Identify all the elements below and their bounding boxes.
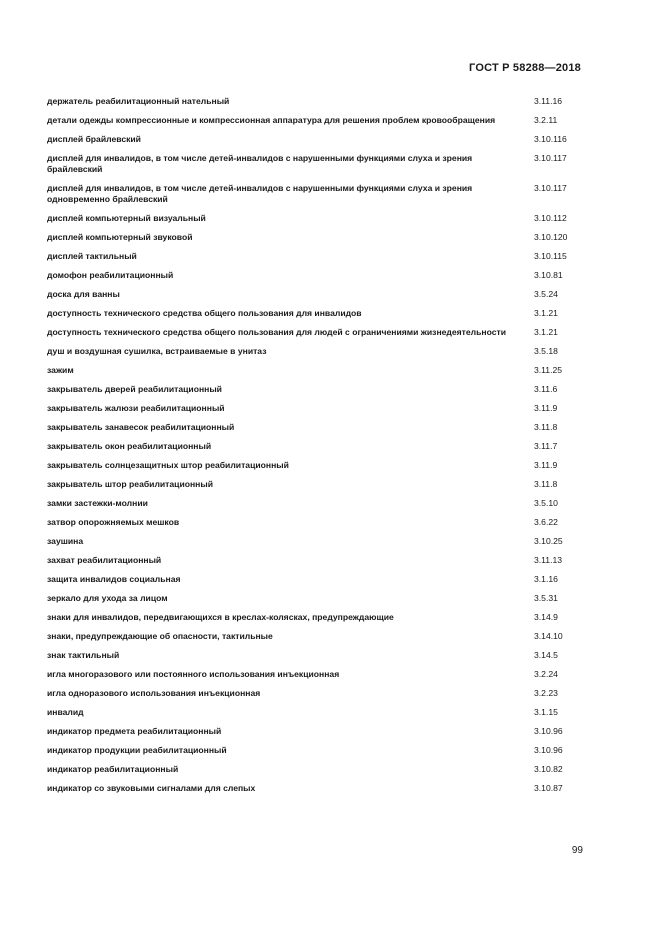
- index-term: захват реабилитационный: [47, 555, 162, 565]
- index-entry: [47, 593, 587, 604]
- index-reference: 3.10.96: [534, 726, 563, 736]
- index-entry: [47, 631, 587, 642]
- index-reference: 3.10.117: [534, 153, 567, 163]
- index-reference: 3.10.25: [534, 536, 563, 546]
- index-reference: 3.10.82: [534, 764, 563, 774]
- index-entry: [47, 153, 587, 175]
- index-list: [47, 96, 587, 802]
- index-reference: 3.10.87: [534, 783, 563, 793]
- index-entry: [47, 574, 587, 585]
- index-reference: 3.11.7: [534, 441, 558, 451]
- index-term: дисплей тактильный: [47, 251, 137, 261]
- index-entry: [47, 384, 587, 395]
- index-reference: 3.11.25: [534, 365, 563, 375]
- index-entry: [47, 783, 587, 794]
- index-reference: 3.5.31: [534, 593, 558, 603]
- index-entry: [47, 213, 587, 224]
- index-term: знак тактильный: [47, 650, 120, 660]
- index-reference: 3.5.18: [534, 346, 558, 356]
- index-entry: [47, 764, 587, 775]
- index-entry: [47, 289, 587, 300]
- index-entry: [47, 308, 587, 319]
- index-entry: [47, 517, 587, 528]
- index-reference: 3.5.10: [534, 498, 558, 508]
- index-reference: 3.11.8: [534, 479, 558, 489]
- index-entry: [47, 498, 587, 509]
- index-term: игла многоразового или постоянного использования инъекционная: [47, 669, 340, 679]
- index-term: дисплей для инвалидов, в том числе детей-инвалидов с нарушенными функциями слуха и зрения одновременно брайлевский: [47, 183, 473, 204]
- index-reference: 3.1.21: [534, 308, 558, 318]
- index-entry: [47, 669, 587, 680]
- index-term: доска для ванны: [47, 289, 120, 299]
- index-reference: 3.10.115: [534, 251, 567, 261]
- index-term: закрыватель дверей реабилитационный: [47, 384, 222, 394]
- index-entry: [47, 650, 587, 661]
- index-reference: 3.2.24: [534, 669, 558, 679]
- index-term: закрыватель солнцезащитных штор реабилитационный: [47, 460, 289, 470]
- index-entry: [47, 479, 587, 490]
- index-entry: [47, 115, 587, 126]
- index-reference: 3.10.116: [534, 134, 567, 144]
- index-entry: [47, 134, 587, 145]
- index-term: дисплей компьютерный визуальный: [47, 213, 206, 223]
- index-entry: [47, 460, 587, 471]
- page-number: 99: [571, 845, 583, 856]
- index-term: инвалид: [47, 707, 84, 717]
- index-entry: [47, 96, 587, 107]
- index-reference: 3.14.9: [534, 612, 558, 622]
- index-reference: 3.14.10: [534, 631, 563, 641]
- index-term: дисплей для инвалидов, в том числе детей-инвалидов с нарушенными функциями слуха и зрения брайлевский: [47, 153, 473, 174]
- index-entry: [47, 422, 587, 433]
- index-term: доступность технического средства общего пользования для инвалидов: [47, 308, 362, 318]
- index-reference: 3.14.5: [534, 650, 558, 660]
- index-term: защита инвалидов социальная: [47, 574, 181, 584]
- index-term: индикатор продукции реабилитационный: [47, 745, 227, 755]
- index-entry: [47, 403, 587, 414]
- index-reference: 3.2.11: [534, 115, 558, 125]
- index-term: закрыватель жалюзи реабилитационный: [47, 403, 225, 413]
- index-entry: [47, 612, 587, 623]
- index-reference: 3.10.120: [534, 232, 568, 242]
- index-term: игла одноразового использования инъекционная: [47, 688, 261, 698]
- index-reference: 3.2.23: [534, 688, 558, 698]
- index-reference: 3.11.9: [534, 403, 558, 413]
- index-entry: [47, 251, 587, 262]
- index-term: дисплей брайлевский: [47, 134, 141, 144]
- index-reference: 3.11.13: [534, 555, 563, 565]
- index-entry: [47, 536, 587, 547]
- index-term: индикатор реабилитационный: [47, 764, 179, 774]
- index-reference: 3.1.16: [534, 574, 558, 584]
- index-reference: 3.11.16: [534, 96, 563, 106]
- index-entry: [47, 346, 587, 357]
- document-header: ГОСТ Р 58288—2018: [469, 62, 581, 74]
- index-entry: [47, 270, 587, 281]
- index-term: детали одежды компрессионные и компрессионная аппаратура для решения проблем кровообращения: [47, 115, 496, 125]
- index-term: дисплей компьютерный звуковой: [47, 232, 193, 242]
- index-term: знаки, предупреждающие об опасности, тактильные: [47, 631, 273, 641]
- index-term: зажим: [47, 365, 74, 375]
- index-entry: [47, 707, 587, 718]
- index-term: индикатор предмета реабилитационный: [47, 726, 222, 736]
- index-entry: [47, 365, 587, 376]
- index-entry: [47, 232, 587, 243]
- index-entry: [47, 726, 587, 737]
- index-term: заушина: [47, 536, 84, 546]
- index-entry: [47, 441, 587, 452]
- index-entry: [47, 688, 587, 699]
- index-term: замки застежки-молнии: [47, 498, 148, 508]
- index-reference: 3.11.9: [534, 460, 558, 470]
- index-term: индикатор со звуковыми сигналами для слепых: [47, 783, 256, 793]
- index-reference: 3.1.21: [534, 327, 558, 337]
- index-reference: 3.10.96: [534, 745, 563, 755]
- index-entry: [47, 183, 587, 205]
- index-term: закрыватель штор реабилитационный: [47, 479, 213, 489]
- index-entry: [47, 555, 587, 566]
- index-term: зеркало для ухода за лицом: [47, 593, 168, 603]
- index-term: душ и воздушная сушилка, встраиваемые в унитаз: [47, 346, 267, 356]
- index-term: знаки для инвалидов, передвигающихся в креслах-колясках, предупреждающие: [47, 612, 394, 622]
- index-reference: 3.11.6: [534, 384, 558, 394]
- index-term: закрыватель занавесок реабилитационный: [47, 422, 235, 432]
- index-reference: 3.10.81: [534, 270, 563, 280]
- index-term: домофон реабилитационный: [47, 270, 174, 280]
- index-term: доступность технического средства общего пользования для людей с ограничениями жизнедеятельности: [47, 327, 507, 337]
- index-reference: 3.6.22: [534, 517, 558, 527]
- index-entry: [47, 745, 587, 756]
- index-term: затвор опорожняемых мешков: [47, 517, 180, 527]
- index-term: держатель реабилитационный нательный: [47, 96, 230, 106]
- index-term: закрыватель окон реабилитационный: [47, 441, 212, 451]
- index-reference: 3.10.112: [534, 213, 567, 223]
- index-reference: 3.5.24: [534, 289, 558, 299]
- index-reference: 3.11.8: [534, 422, 558, 432]
- index-reference: 3.10.117: [534, 183, 567, 193]
- index-reference: 3.1.15: [534, 707, 558, 717]
- index-entry: [47, 327, 587, 338]
